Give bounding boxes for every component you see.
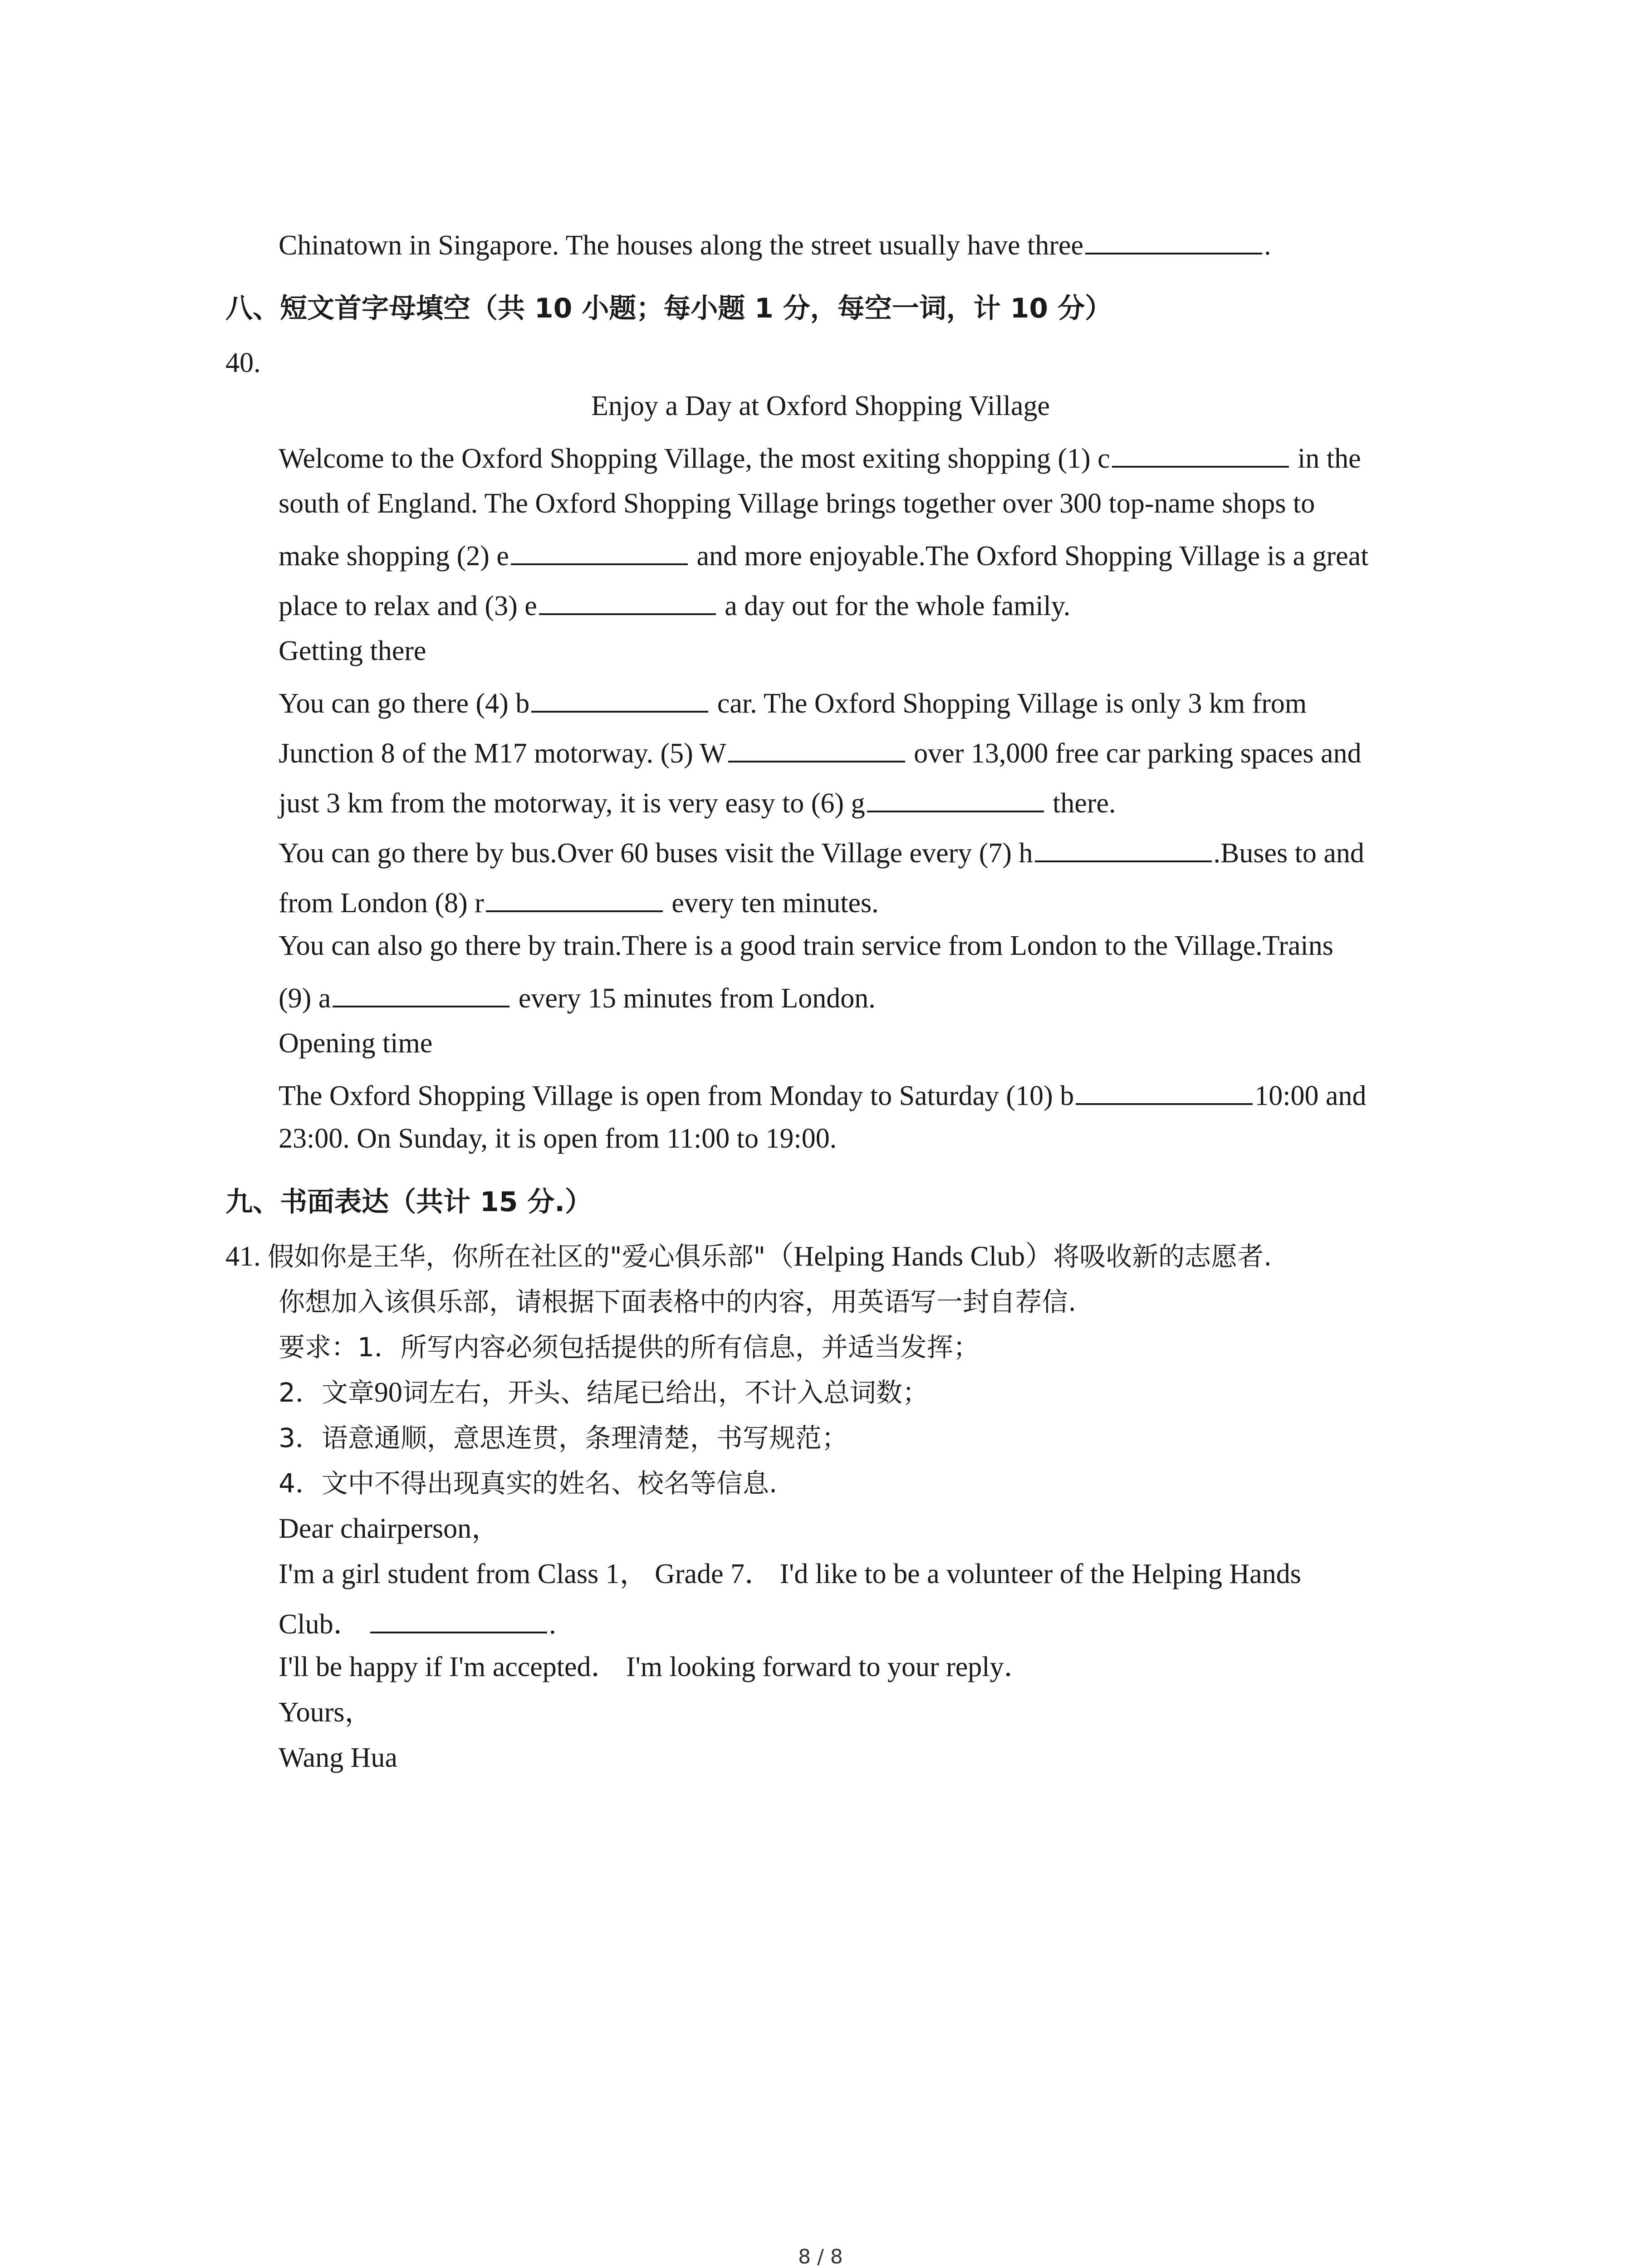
blank-1 [1112,438,1289,468]
passage-line-6: Junction 8 of the M17 motorway. (5) W over 13,000 free car parking spaces and [279,733,1362,772]
prev-question-text: Chinatown in Singapore. The houses along the street usually have three [279,230,1084,261]
section-8-heading: 八、短文首字母填空（共 10 小题；每小题 1 分，每空一词，计 10 分） [225,293,1112,324]
subheading-opening-time: Opening time [279,1028,433,1059]
page-number: 8 / 8 [798,2245,843,2268]
subheading-getting-there: Getting there [279,635,426,666]
blank-7 [1035,832,1212,862]
question-41-intro-2: 你想加入该俱乐部，请根据下面表格中的内容，用英语写一封自荐信. [279,1286,1077,1317]
blank-4 [531,683,708,713]
passage-line-7: just 3 km from the motorway, it is very easy to (6) g there. [279,782,1116,821]
passage-line-1: Welcome to the Oxford Shopping Village, the most exiting shopping (1) c in the [279,438,1361,477]
blank-8 [486,882,663,912]
blank-10 [1076,1075,1253,1105]
letter-body-3: I'll be happy if I'm accepted． I'm looking forward to your reply． [279,1652,1032,1682]
blank-2 [511,535,688,565]
blank-5 [728,733,905,763]
passage-line-5: You can go there (4) b car. The Oxford Shopping Village is only 3 km from [279,683,1307,722]
passage-line-13: 23:00. On Sunday, it is open from 11:00 to 19:00. [279,1123,837,1154]
passage-line-9: from London (8) r every ten minutes. [279,882,879,921]
section-9-heading: 九、书面表达（共计 15 分.） [225,1186,593,1218]
prev-question-line: Chinatown in Singapore. The houses along the street usually have three . [279,225,1271,264]
letter-closing: Yours， [279,1697,373,1728]
blank-3 [539,585,716,615]
answer-blank [1085,225,1262,254]
passage-line-8: You can go there by bus.Over 60 buses visit the Village every (7) h .Buses to and [279,832,1364,871]
question-number-41: 41. [225,1241,261,1272]
writing-blank [370,1603,547,1633]
question-41-intro: 41. 假如你是王华，你所在社区的"爱心俱乐部"（Helping Hands Club）将吸收新的志愿者. [225,1241,1272,1272]
passage-line-4: place to relax and (3) e a day out for the whole family. [279,585,1070,624]
requirement-1: 要求：1．所写内容必须包括提供的所有信息，并适当发挥； [279,1332,980,1363]
passage-line-11: (9) a every 15 minutes from London. [279,978,876,1017]
letter-signature: Wang Hua [279,1742,397,1773]
blank-6 [867,782,1044,812]
passage-line-3: make shopping (2) e and more enjoyable.The Oxford Shopping Village is a great [279,535,1368,574]
requirement-2: 2．文章90词左右，开头、结尾已给出，不计入总词数； [279,1377,929,1408]
letter-body-1: I'm a girl student from Class 1， Grade 7． I'd like to be a volunteer of the Helping Hands [279,1559,1301,1589]
requirement-4: 4．文中不得出现真实的姓名、校名等信息. [279,1468,778,1499]
question-number-40: 40. [225,347,261,378]
passage-line-10: You can also go there by train.There is a good train service from London to the Village.Trains [279,930,1333,961]
passage-line-12: The Oxford Shopping Village is open from Monday to Saturday (10) b 10:00 and [279,1075,1367,1114]
passage-line-2: south of England. The Oxford Shopping Village brings together over 300 top-name shops to [279,488,1315,519]
blank-9 [333,978,509,1007]
requirement-3: 3．语意通顺，意思连贯，条理清楚，书写规范； [279,1422,848,1453]
letter-greeting: Dear chairperson， [279,1513,500,1544]
passage-title: Enjoy a Day at Oxford Shopping Village [591,391,1050,421]
letter-body-2: Club． . [279,1603,556,1642]
